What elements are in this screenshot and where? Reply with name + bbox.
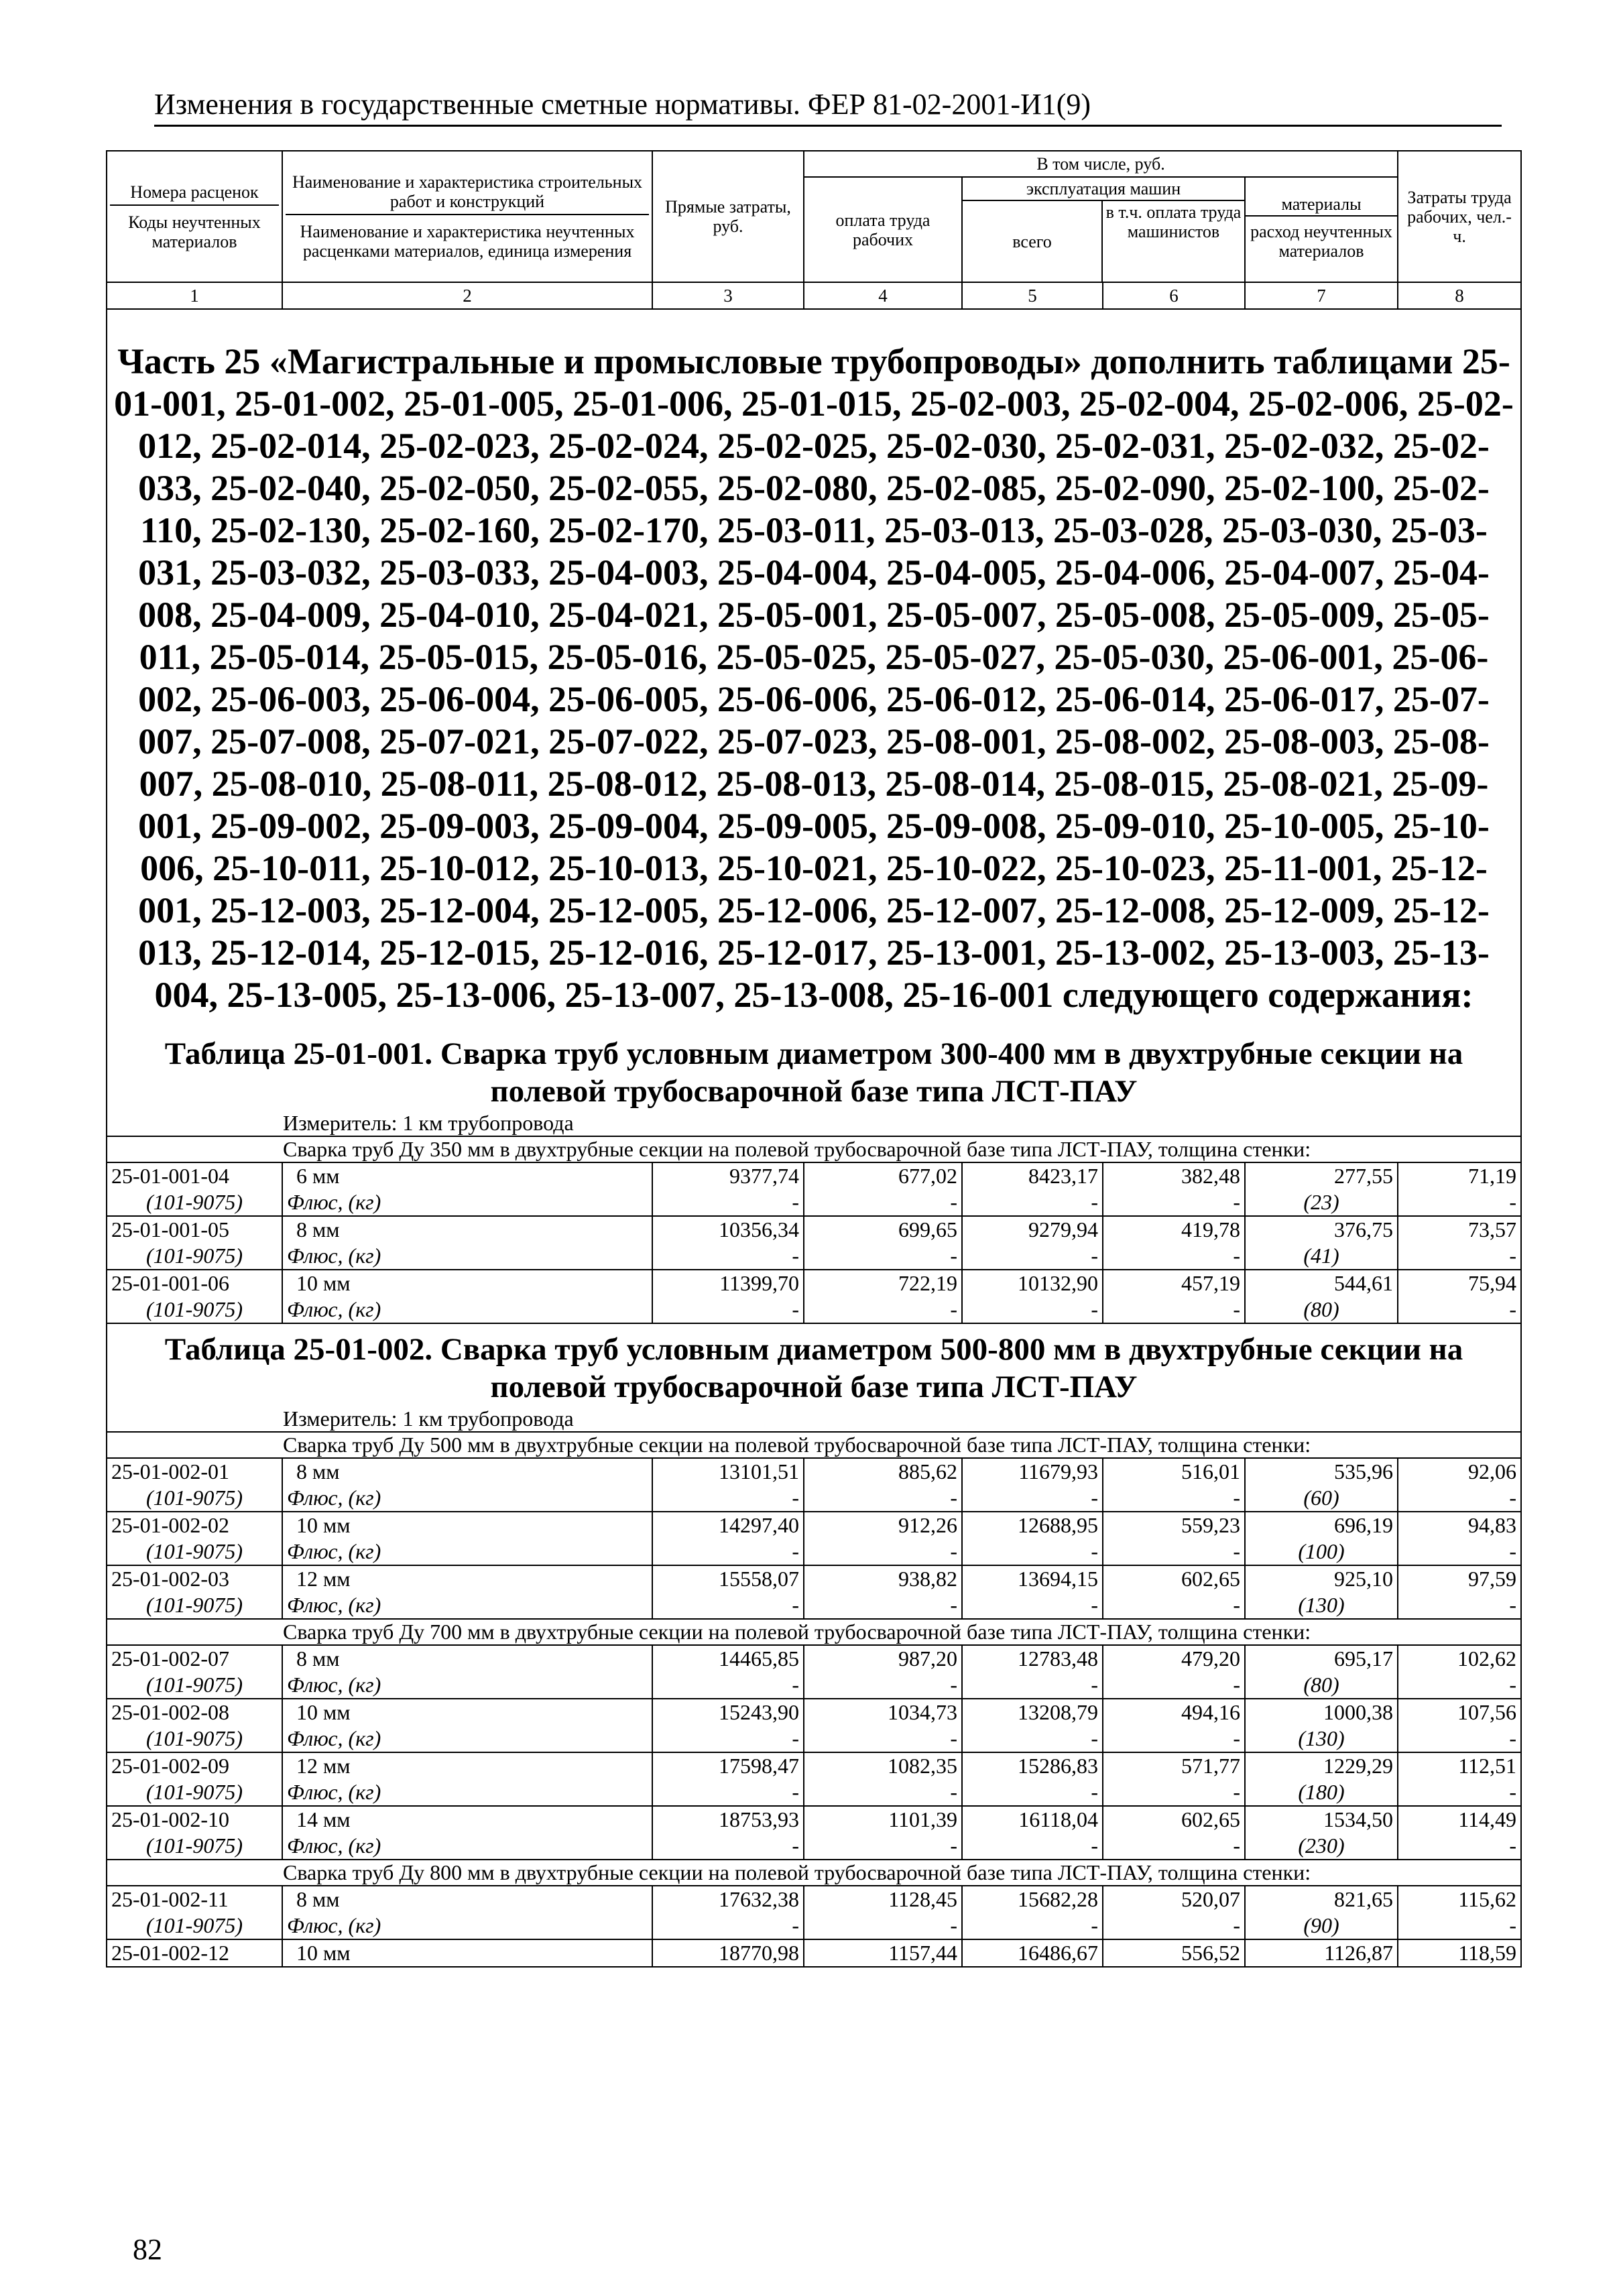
machinists-cost: 382,48: [1103, 1162, 1245, 1189]
machines-cost: 11679,93: [962, 1458, 1103, 1485]
material-code: (101-9075): [107, 1726, 282, 1752]
rate-name: 14 мм: [282, 1806, 652, 1833]
table-row: [107, 1458, 1521, 1485]
material-machines: -: [962, 1538, 1103, 1565]
labor-cost: 1082,35: [804, 1752, 962, 1779]
labor-cost: 699,65: [804, 1216, 962, 1243]
col-header-machines-total: всего: [963, 201, 1103, 282]
machines-cost: 8423,17: [962, 1162, 1103, 1189]
materials-cost: 821,65: [1245, 1886, 1398, 1913]
col-header-materials: материалы расход неучтенных материалов: [1245, 177, 1398, 282]
col-num: 4: [804, 282, 962, 309]
material-hours: -: [1398, 1538, 1521, 1565]
material-machinists: -: [1103, 1779, 1245, 1806]
material-labor: -: [804, 1538, 962, 1565]
material-name: Флюс, (кг): [282, 1726, 652, 1752]
material-name: Флюс, (кг): [282, 1538, 652, 1565]
material-hours: -: [1398, 1485, 1521, 1512]
table-row: [107, 1512, 1521, 1538]
norms-table: [106, 150, 1522, 1968]
material-direct: -: [652, 1296, 804, 1323]
material-direct: -: [652, 1243, 804, 1270]
machines-cost: 12783,48: [962, 1645, 1103, 1672]
table-25-01-001: [107, 1028, 1521, 1162]
page-header: Изменения в государственные сметные нормативы. ФЕР 81-02-2001-И1(9): [154, 87, 1502, 127]
rate-code: 25-01-001-04: [107, 1162, 282, 1189]
rate-code: 25-01-002-02: [107, 1512, 282, 1538]
material-row: [107, 1726, 1521, 1752]
rate-name: 8 мм: [282, 1458, 652, 1485]
rate-name: 8 мм: [282, 1886, 652, 1913]
material-code: (101-9075): [107, 1779, 282, 1806]
section-header: Сварка труб Ду 800 мм в двухтрубные секции на полевой трубосварочной базе типа ЛСТ-ПАУ, толщина стенки:: [107, 1860, 1521, 1886]
material-hours: -: [1398, 1672, 1521, 1699]
material-labor: -: [804, 1485, 962, 1512]
direct-costs: 14465,85: [652, 1645, 804, 1672]
material-quantity: (23): [1245, 1189, 1398, 1216]
col-header-labor: оплата труда рабочих: [804, 177, 962, 282]
labor-hours: 94,83: [1398, 1512, 1521, 1538]
direct-costs: 18753,93: [652, 1806, 804, 1833]
material-row: [107, 1189, 1521, 1216]
table-row: [107, 1270, 1521, 1296]
labor-cost: 722,19: [804, 1270, 962, 1296]
material-machinists: -: [1103, 1833, 1245, 1860]
material-machines: -: [962, 1672, 1103, 1699]
material-row: [107, 1913, 1521, 1939]
labor-cost: 987,20: [804, 1645, 962, 1672]
labor-cost: 885,62: [804, 1458, 962, 1485]
material-name: Флюс, (кг): [282, 1779, 652, 1806]
materials-cost: 535,96: [1245, 1458, 1398, 1485]
machinists-cost: 602,65: [1103, 1565, 1245, 1592]
material-machines: -: [962, 1243, 1103, 1270]
machinists-cost: 419,78: [1103, 1216, 1245, 1243]
col-num: 6: [1103, 282, 1245, 309]
labor-hours: 97,59: [1398, 1565, 1521, 1592]
materials-cost: 376,75: [1245, 1216, 1398, 1243]
table-row: [107, 1699, 1521, 1726]
col-num: 7: [1245, 282, 1398, 309]
material-quantity: (90): [1245, 1913, 1398, 1939]
material-hours: -: [1398, 1833, 1521, 1860]
material-code: (101-9075): [107, 1913, 282, 1939]
machines-cost: 13208,79: [962, 1699, 1103, 1726]
table-row: [107, 1806, 1521, 1833]
material-labor: -: [804, 1779, 962, 1806]
material-quantity: (80): [1245, 1672, 1398, 1699]
direct-costs: 11399,70: [652, 1270, 804, 1296]
labor-cost: 1128,45: [804, 1886, 962, 1913]
material-name: Флюс, (кг): [282, 1672, 652, 1699]
rate-code: 25-01-002-12: [107, 1939, 282, 1967]
rate-code: 25-01-002-11: [107, 1886, 282, 1913]
machinists-cost: 559,23: [1103, 1512, 1245, 1538]
measure-unit: Измеритель: 1 км трубопровода: [107, 1110, 1521, 1136]
direct-costs: 15243,90: [652, 1699, 804, 1726]
material-machinists: -: [1103, 1913, 1245, 1939]
material-labor: -: [804, 1672, 962, 1699]
material-hours: -: [1398, 1592, 1521, 1619]
material-machines: -: [962, 1833, 1103, 1860]
material-direct: -: [652, 1913, 804, 1939]
labor-hours: 114,49: [1398, 1806, 1521, 1833]
table-row: [107, 1645, 1521, 1672]
machines-cost: 16486,67: [962, 1939, 1103, 1967]
machinists-cost: 457,19: [1103, 1270, 1245, 1296]
labor-hours: 92,06: [1398, 1458, 1521, 1485]
material-name: Флюс, (кг): [282, 1189, 652, 1216]
material-direct: -: [652, 1485, 804, 1512]
rate-code: 25-01-002-10: [107, 1806, 282, 1833]
machinists-cost: 571,77: [1103, 1752, 1245, 1779]
material-quantity: (80): [1245, 1296, 1398, 1323]
material-row: [107, 1538, 1521, 1565]
materials-cost: 695,17: [1245, 1645, 1398, 1672]
table-25-01-002: [107, 1323, 1521, 1458]
material-hours: -: [1398, 1779, 1521, 1806]
labor-cost: 1157,44: [804, 1939, 962, 1967]
rate-name: 10 мм: [282, 1699, 652, 1726]
col-header-direct-costs: Прямые затраты, руб.: [652, 151, 804, 282]
material-direct: -: [652, 1672, 804, 1699]
material-machinists: -: [1103, 1726, 1245, 1752]
material-labor: -: [804, 1592, 962, 1619]
material-name: Флюс, (кг): [282, 1913, 652, 1939]
material-machines: -: [962, 1726, 1103, 1752]
rate-name: 12 мм: [282, 1752, 652, 1779]
material-hours: -: [1398, 1726, 1521, 1752]
material-machinists: -: [1103, 1189, 1245, 1216]
machines-cost: 16118,04: [962, 1806, 1103, 1833]
col-header-machinists: в т.ч. оплата труда машинистов: [1105, 202, 1242, 241]
labor-cost: 1101,39: [804, 1806, 962, 1833]
materials-cost: 1229,29: [1245, 1752, 1398, 1779]
materials-cost: 1000,38: [1245, 1699, 1398, 1726]
direct-costs: 17598,47: [652, 1752, 804, 1779]
material-quantity: (130): [1245, 1726, 1398, 1752]
material-quantity: (180): [1245, 1779, 1398, 1806]
material-code: (101-9075): [107, 1189, 282, 1216]
col-num: 3: [652, 282, 804, 309]
labor-hours: 112,51: [1398, 1752, 1521, 1779]
material-code: (101-9075): [107, 1592, 282, 1619]
material-machines: -: [962, 1296, 1103, 1323]
material-labor: -: [804, 1726, 962, 1752]
rate-name: 10 мм: [282, 1939, 652, 1967]
page-number: 82: [133, 2233, 162, 2266]
table-title: Таблица 25-01-001. Сварка труб условным диаметром 300-400 мм в двухтрубные секции на полевой трубосварочной базе типа ЛСТ-ПАУ: [107, 1028, 1521, 1110]
table-row: [107, 1162, 1521, 1189]
material-machines: -: [962, 1913, 1103, 1939]
materials-cost: 544,61: [1245, 1270, 1398, 1296]
material-hours: -: [1398, 1296, 1521, 1323]
material-machinists: -: [1103, 1243, 1245, 1270]
rate-code: 25-01-001-05: [107, 1216, 282, 1243]
labor-cost: 938,82: [804, 1565, 962, 1592]
materials-cost: 925,10: [1245, 1565, 1398, 1592]
col-num: 5: [962, 282, 1103, 309]
table-title: Таблица 25-01-002. Сварка труб условным диаметром 500-800 мм в двухтрубные секции на полевой трубосварочной базе типа ЛСТ-ПАУ: [107, 1323, 1521, 1406]
direct-costs: 18770,98: [652, 1939, 804, 1967]
material-hours: -: [1398, 1243, 1521, 1270]
material-code: (101-9075): [107, 1243, 282, 1270]
machinists-cost: 602,65: [1103, 1806, 1245, 1833]
col-num: 1: [107, 282, 282, 309]
measure-unit: Измеритель: 1 км трубопровода: [107, 1406, 1521, 1432]
material-quantity: (60): [1245, 1485, 1398, 1512]
materials-cost: 1126,87: [1245, 1939, 1398, 1967]
material-row: [107, 1779, 1521, 1806]
table-row: [107, 1752, 1521, 1779]
material-hours: -: [1398, 1913, 1521, 1939]
material-machines: -: [962, 1189, 1103, 1216]
col-header-labor-hours: Затраты труда рабочих, чел.-ч.: [1398, 151, 1521, 282]
material-name: Флюс, (кг): [282, 1485, 652, 1512]
material-code: (101-9075): [107, 1296, 282, 1323]
labor-cost: 1034,73: [804, 1699, 962, 1726]
col-header-group: В том числе, руб.: [804, 151, 1398, 177]
material-direct: -: [652, 1538, 804, 1565]
direct-costs: 17632,38: [652, 1886, 804, 1913]
material-row: [107, 1243, 1521, 1270]
material-machines: -: [962, 1779, 1103, 1806]
materials-cost: 696,19: [1245, 1512, 1398, 1538]
col-header-machines: эксплуатация машин всего в т.ч. оплата труда машинистов: [962, 177, 1245, 282]
material-hours: -: [1398, 1189, 1521, 1216]
material-row: [107, 1833, 1521, 1860]
machines-cost: 12688,95: [962, 1512, 1103, 1538]
material-quantity: (230): [1245, 1833, 1398, 1860]
labor-hours: 75,94: [1398, 1270, 1521, 1296]
rate-name: 10 мм: [282, 1270, 652, 1296]
material-row: [107, 1296, 1521, 1323]
labor-hours: 73,57: [1398, 1216, 1521, 1243]
materials-cost: 277,55: [1245, 1162, 1398, 1189]
material-direct: -: [652, 1779, 804, 1806]
direct-costs: 10356,34: [652, 1216, 804, 1243]
material-name: Флюс, (кг): [282, 1296, 652, 1323]
machinists-cost: 516,01: [1103, 1458, 1245, 1485]
material-name: Флюс, (кг): [282, 1592, 652, 1619]
material-name: Флюс, (кг): [282, 1833, 652, 1860]
rate-name: 8 мм: [282, 1645, 652, 1672]
table-row: [107, 1886, 1521, 1913]
material-name: Флюс, (кг): [282, 1243, 652, 1270]
material-row: [107, 1485, 1521, 1512]
material-labor: -: [804, 1243, 962, 1270]
material-labor: -: [804, 1296, 962, 1323]
labor-hours: 115,62: [1398, 1886, 1521, 1913]
section-header: Сварка труб Ду 700 мм в двухтрубные секции на полевой трубосварочной базе типа ЛСТ-ПАУ, толщина стенки:: [107, 1619, 1521, 1645]
machinists-cost: 556,52: [1103, 1939, 1245, 1967]
machines-cost: 10132,90: [962, 1270, 1103, 1296]
machinists-cost: 520,07: [1103, 1886, 1245, 1913]
direct-costs: 9377,74: [652, 1162, 804, 1189]
rate-name: 6 мм: [282, 1162, 652, 1189]
machines-cost: 15286,83: [962, 1752, 1103, 1779]
materials-cost: 1534,50: [1245, 1806, 1398, 1833]
labor-hours: 71,19: [1398, 1162, 1521, 1189]
labor-hours: 107,56: [1398, 1699, 1521, 1726]
material-direct: -: [652, 1833, 804, 1860]
material-direct: -: [652, 1726, 804, 1752]
material-machinists: -: [1103, 1485, 1245, 1512]
material-code: (101-9075): [107, 1672, 282, 1699]
rate-code: 25-01-002-09: [107, 1752, 282, 1779]
machines-cost: 13694,15: [962, 1565, 1103, 1592]
machinists-cost: 494,16: [1103, 1699, 1245, 1726]
labor-hours: 118,59: [1398, 1939, 1521, 1967]
column-header: [107, 151, 1521, 309]
material-code: (101-9075): [107, 1833, 282, 1860]
labor-cost: 912,26: [804, 1512, 962, 1538]
material-machines: -: [962, 1592, 1103, 1619]
labor-cost: 677,02: [804, 1162, 962, 1189]
direct-costs: 13101,51: [652, 1458, 804, 1485]
material-direct: -: [652, 1592, 804, 1619]
material-machines: -: [962, 1485, 1103, 1512]
material-labor: -: [804, 1913, 962, 1939]
rate-code: 25-01-002-08: [107, 1699, 282, 1726]
machines-cost: 15682,28: [962, 1886, 1103, 1913]
rate-code: 25-01-002-03: [107, 1565, 282, 1592]
material-row: [107, 1672, 1521, 1699]
table-row: [107, 1565, 1521, 1592]
material-quantity: (100): [1245, 1538, 1398, 1565]
section-header: Сварка труб Ду 350 мм в двухтрубные секции на полевой трубосварочной базе типа ЛСТ-ПАУ, толщина стенки:: [107, 1136, 1521, 1162]
material-machinists: -: [1103, 1296, 1245, 1323]
labor-hours: 102,62: [1398, 1645, 1521, 1672]
material-quantity: (130): [1245, 1592, 1398, 1619]
direct-costs: 15558,07: [652, 1565, 804, 1592]
material-code: (101-9075): [107, 1485, 282, 1512]
material-machinists: -: [1103, 1538, 1245, 1565]
table-row: [107, 1939, 1521, 1967]
machines-cost: 9279,94: [962, 1216, 1103, 1243]
rate-code: 25-01-002-07: [107, 1645, 282, 1672]
part-title: Часть 25 «Магистральные и промысловые трубопроводы» дополнить таблицами 25-01-001, 25-01-002, 25-01-005, 25-01-006, 25-01-015, 25-02-003, 25-02-004, 25-02-006, 25-02-012, 25-02-014, 25-02-023, 25-02-024, 25-02-025, 25-02-030, 25-02-031, 25-02-032, 25-02-033, 25-02-040, 25-02-050, 25-02-055, 25-02-080, 25-02-085, 25-02-090, 25-02-100, 25-02-110, 25-02-130, 25-02-160, 25-02-170, 25-03-011, 25-03-013, 25-03-028, 25-03-030, 25-03-031, 25-03-032, 25-03-033, 25-04-003, 25-04-004, 25-04-005, 25-04-006, 25-04-007, 25-04-008, 25-04-009, 25-04-010, 25-04-021, 25-05-001, 25-05-007, 25-05-008, 25-05-009, 25-05-011, 25-05-014, 25-05-015, 25-05-016, 25-05-025, 25-05-027, 25-05-030, 25-06-001, 25-06-002, 25-06-003, 25-06-004, 25-06-005, 25-06-006, 25-06-012, 25-06-014, 25-06-017, 25-07-007, 25-07-008, 25-07-021, 25-07-022, 25-07-023, 25-08-001, 25-08-002, 25-08-003, 25-08-007, 25-08-010, 25-08-011, 25-08-012, 25-08-013, 25-08-014, 25-08-015, 25-08-021, 25-09-001, 25-09-002, 25-09-003, 25-09-004, 25-09-005, 25-09-008, 25-09-010, 25-10-005, 25-10-006, 25-10-011, 25-10-012, 25-10-013, 25-10-021, 25-10-022, 25-10-023, 25-11-001, 25-12-001, 25-12-003, 25-12-004, 25-12-005, 25-12-006, 25-12-007, 25-12-008, 25-12-009, 25-12-013, 25-12-014, 25-12-015, 25-12-016, 25-12-017, 25-13-001, 25-13-002, 25-13-003, 25-13-004, 25-13-005, 25-13-006, 25-13-007, 25-13-008, 25-16-001 следующего содержания:: [107, 309, 1521, 1028]
table-row: [107, 1216, 1521, 1243]
rate-code: 25-01-002-01: [107, 1458, 282, 1485]
col-num: 2: [282, 282, 652, 309]
rate-name: 12 мм: [282, 1565, 652, 1592]
material-machinists: -: [1103, 1672, 1245, 1699]
rate-name: 10 мм: [282, 1512, 652, 1538]
machinists-cost: 479,20: [1103, 1645, 1245, 1672]
col-num: 8: [1398, 282, 1521, 309]
rate-code: 25-01-001-06: [107, 1270, 282, 1296]
material-labor: -: [804, 1833, 962, 1860]
material-code: (101-9075): [107, 1538, 282, 1565]
material-row: [107, 1592, 1521, 1619]
direct-costs: 14297,40: [652, 1512, 804, 1538]
col-header-code: Номера расценок Коды неучтенных материалов: [107, 151, 282, 282]
rate-name: 8 мм: [282, 1216, 652, 1243]
material-quantity: (41): [1245, 1243, 1398, 1270]
material-labor: -: [804, 1189, 962, 1216]
norms-document: [106, 150, 1520, 1968]
material-machinists: -: [1103, 1592, 1245, 1619]
section-header: Сварка труб Ду 500 мм в двухтрубные секции на полевой трубосварочной базе типа ЛСТ-ПАУ, толщина стенки:: [107, 1432, 1521, 1458]
material-direct: -: [652, 1189, 804, 1216]
col-header-name: Наименование и характеристика строительных работ и конструкций Наименование и характеристика неучтенных расценками материалов, единица измерения: [282, 151, 652, 282]
